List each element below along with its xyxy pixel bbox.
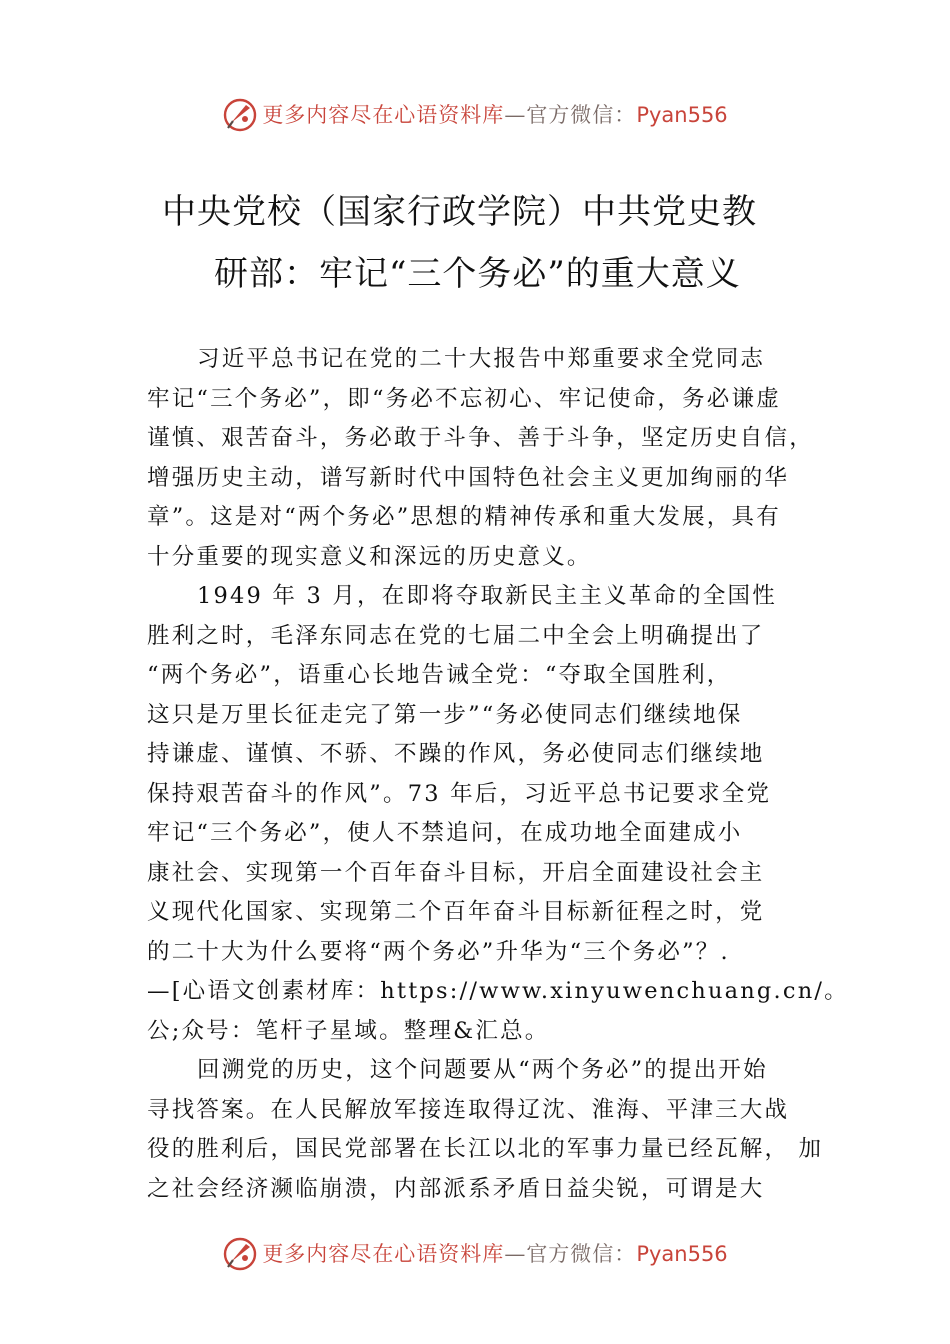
body-line: 牢记“三个务必”，使人不禁追问，在成功地全面建成小 (147, 820, 743, 846)
banner-text (262, 1238, 727, 1268)
banner-separator: — (504, 1242, 527, 1266)
body-line: 义现代化国家、实现第二个百年奋斗目标新征程之时，党 (147, 899, 765, 925)
body-line-source-link: —[心语文创素材库：https://www.xinyuwenchuang.cn/。 (147, 978, 849, 1004)
banner-account: Pyan556 (636, 103, 728, 127)
body-line: 的二十大为什么要将“两个务必”升华为“三个务必”？. (147, 938, 730, 965)
body-line: 谨慎、艰苦奋斗，务必敢于斗争、善于斗争，坚定历史自信， (147, 425, 814, 451)
body-line: 公;众号：笔杆子星域。整理&汇总。 (147, 1017, 550, 1044)
body-line: 章”。这是对“两个务必”思想的精神传承和重大发展，具有 (147, 504, 781, 530)
banner-account: Pyan556 (636, 1242, 728, 1266)
document-title-line-2: 研部：牢记“三个务必”的重大意义 (214, 254, 741, 294)
body-line: 持谦虚、谨慎、不骄、不躁的作风，务必使同志们继续地 (147, 741, 765, 767)
document-title-line-1: 中央党校（国家行政学院）中共党史教 (162, 192, 757, 232)
banner-separator: — (504, 103, 527, 127)
body-line: 之社会经济濒临崩溃，内部派系矛盾日益尖锐，可谓是大 (147, 1175, 765, 1202)
body-line: “两个务必”，语重心长地告诫全党：“夺取全国胜利， (147, 662, 732, 688)
banner-main: 更多内容尽在心语资料库 (262, 1242, 505, 1266)
body-line: 牢记“三个务必”，即“务必不忘初心、牢记使命，务必谦虚 (147, 385, 781, 412)
body-line: 十分重要的现实意义和深远的历史意义。 (147, 543, 592, 570)
footer-banner (0, 1231, 950, 1275)
body-line: 役的胜利后，国民党部署在长江以北的军事力量已经瓦解， 加 (147, 1136, 824, 1162)
header-banner (0, 92, 950, 136)
body-line: 康社会、实现第一个百年奋斗目标，开启全面建设社会主 (147, 859, 765, 886)
banner-wechat-label: 官方微信： (526, 103, 637, 127)
body-line: 回溯党的历史，这个问题要从“两个务必”的提出开始 (197, 1057, 768, 1083)
body-line: 保持艰苦奋斗的作风”。73 年后，习近平总书记要求全党 (147, 780, 772, 807)
banner-main: 更多内容尽在心语资料库 (262, 103, 505, 127)
banner-text (262, 99, 727, 129)
quill-pen-logo-icon (222, 96, 258, 132)
quill-pen-logo-icon (222, 1235, 258, 1271)
body-line: 这只是万里长征走完了第一步”“务必使同志们继续地保 (147, 701, 743, 728)
body-line: 1949 年 3 月，在即将夺取新民主主义革命的全国性 (197, 583, 777, 609)
body-line: 增强历史主动，谱写新时代中国特色社会主义更加绚丽的华 (147, 464, 790, 491)
banner-wechat-label: 官方微信： (526, 1242, 637, 1266)
body-line: 胜利之时，毛泽东同志在党的七届二中全会上明确提出了 (147, 622, 765, 649)
body-line: 寻找答案。在人民解放军接连取得辽沈、淮海、平津三大战 (147, 1096, 790, 1123)
body-line: 习近平总书记在党的二十大报告中郑重要求全党同志 (197, 346, 766, 372)
document-body (147, 340, 849, 1209)
